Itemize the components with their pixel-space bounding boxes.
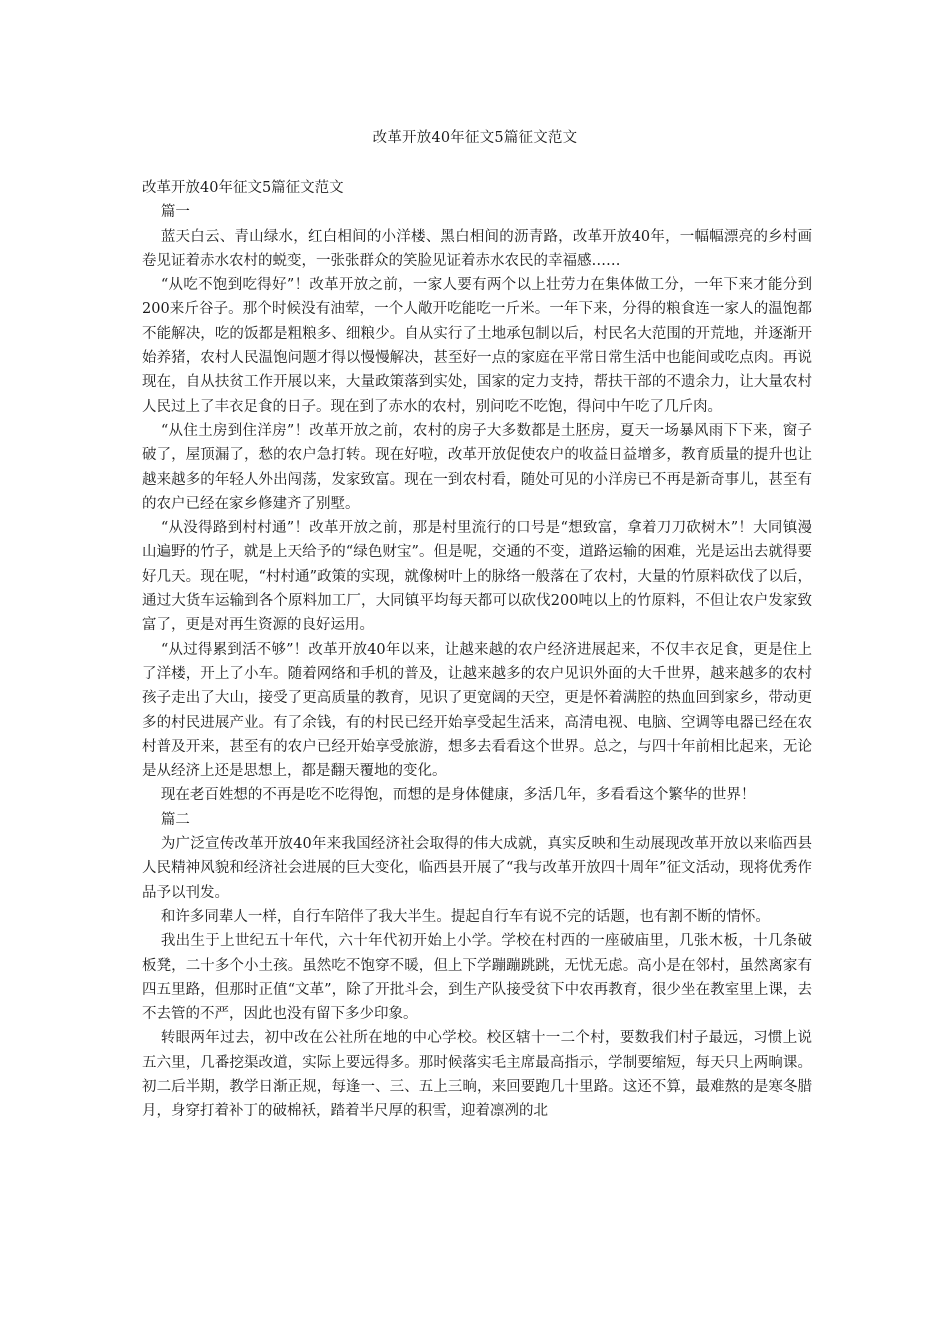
paragraph: 为广泛宣传改革开放40年来我国经济社会取得的伟大成就，真实反映和生动展现改革开放以来临西县人民精神风貌和经济社会进展的巨大变化，临西县开展了“我与改革开放四十周年”征文活动，现将优秀作品予以刊发。 (142, 836, 812, 901)
paragraph: “从住土房到住洋房”！改革开放之前，农村的房子大多数都是土胚房，夏天一场暴风雨下下来，窗子破了，屋顶漏了，愁的农户急打转。现在好啦，改革开放促使农户的收益日益增多，教育质量的提升也让越来越多的年轻人外出闯荡，发家致富。现在一到农村看，随处可见的小洋房已不再是新奇事儿，甚至有的农户已经在家乡修建齐了别墅。 (142, 422, 812, 512)
section-label-1: 篇一 (160, 204, 190, 221)
paragraph: 现在老百姓想的不再是吃不吃得饱，而想的是身体健康，多活几年，多看看这个繁华的世界！ (160, 787, 756, 804)
section-label-2: 篇二 (160, 811, 190, 828)
paragraph: 蓝天白云、青山绿水，红白相间的小洋楼、黑白相间的沥青路，改革开放40年，一幅幅漂亮的乡村画卷见证着赤水农村的蜕变，一张张群众的笑脸见证着赤水农民的幸福感…… (142, 228, 812, 269)
paragraph: “从吃不饱到吃得好”！改革开放之前，一家人要有两个以上壮劳力在集体做工分，一年下来才能分到200来斤谷子。那个时候没有油荤，一个人敞开吃能吃一斤米。一年下来，分得的粮食连一家人的温饱都不能解决，吃的饭都是粗粮多、细粮少。自从实行了土地承包制以后，村民名大范围的开荒地，并逐渐开始养猪，农村人民温饱问题才得以慢慢解决，甚至好一点的家庭在平常日常生活中也能间或吃点肉。再说现在，自从扶贫工作开展以来，大量政策落到实处，国家的定力支持，帮扶干部的不遗余力，让大量农村人民过上了丰衣足食的日子。现在到了赤水的农村，别问吃不吃饱，得问中午吃了几斤肉。 (142, 277, 812, 415)
document-subtitle: 改革开放40年征文5篇征文范文 (142, 180, 344, 196)
paragraph: “从过得累到活不够”！改革开放40年以来，让越来越的农户经济进展起来，不仅丰衣足食，更是住上了洋楼，开上了小车。随着网络和手机的普及，让越来越多的农户见识外面的大千世界，越来越多的农村孩子走出了大山，接受了更高质量的教育，见识了更宽阔的天空，更是怀着满腔的热血回到家乡，带动更多的村民进展产业。有了余钱，有的村民已经开始享受起生活来，高清电视、电脑、空调等电器已经在农村普及开来，甚至有的农户已经开始享受旅游，想多去看看这个世界。总之，与四十年前相比起来，无论是从经济上还是思想上，都是翻天覆地的变化。 (142, 641, 812, 780)
paragraph: 转眼两年过去，初中改在公社所在地的中心学校。校区辖十一二个村，要数我们村子最远，习惯上说五六里，几番挖渠改道，实际上要远得多。那时候落实毛主席最高指示，学制要缩短，每天只上两晌课。初二后半期，教学日渐正规，每逢一、三、五上三晌，来回要跑几十里路。这还不算，最难熬的是寒冬腊月，身穿打着补丁的破棉袄，踏着半尺厚的积雪，迎着凛冽的北 (142, 1030, 812, 1120)
document-body (142, 176, 812, 1124)
paragraph: “从没得路到村村通”！改革开放之前，那是村里流行的口号是“想致富，拿着刀刀砍树木”！大同镇漫山遍野的竹子，就是上天给予的“绿色财宝”。但是呢，交通的不变，道路运输的困难，光是运出去就得要好几天。现在呢，“村村通”政策的实现，就像树叶上的脉络一般落在了农村，大量的竹原料砍伐了以后，通过大货车运输到各个原料加工厂，大同镇平均每天都可以砍伐200吨以上的竹原料，不但让农户发家致富了，更是对再生资源的良好运用。 (142, 520, 812, 634)
document-title: 改革开放40年征文5篇征文范文 (372, 130, 578, 146)
paragraph: 和许多同辈人一样，自行车陪伴了我大半生。提起自行车有说不完的话题，也有割不断的情怀。 (160, 908, 770, 925)
paragraph: 我出生于上世纪五十年代，六十年代初开始上小学。学校在村西的一座破庙里，几张木板，十几条破板凳，二十多个小土孩。虽然吃不饱穿不暖，但上下学蹦蹦跳跳，无忧无虑。高小是在邻村，虽然离家有四五里路，但那时正值“文革”，除了开批斗会，到生产队接受贫下中农再教育，很少坐在教室里上课，去不去管的不严，因此也没有留下多少印象。 (142, 933, 812, 1023)
